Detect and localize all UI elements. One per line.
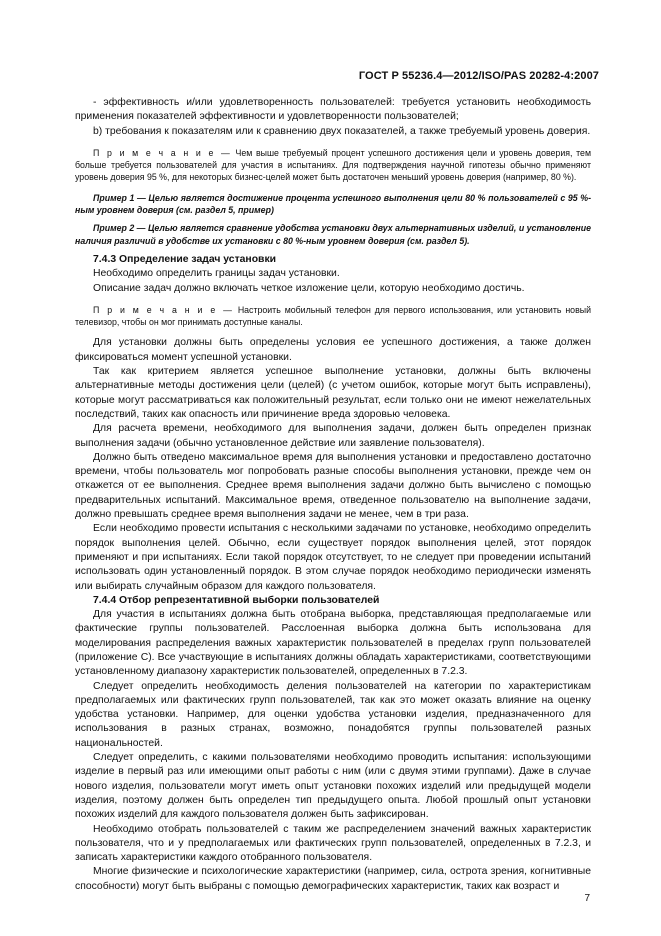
paragraph: Описание задач должно включать четкое изложение цели, которую необходимо достичь. (93, 282, 525, 294)
page-number: 7 (584, 893, 590, 904)
example-1: Пример 1 — Целью является достижение процента успешного выполнения цели 80 % пользователей с 95 %-ным уровнем доверия (см. раздел 5, пример) (75, 192, 591, 216)
paragraph: Для участия в испытаниях должна быть отобрана выборка, представляющая предполагаемые или фактические группы пользователей. Расслоенная выборка должна быть использована для моделирования распределения важных характеристик пользователей в пределах групп пользователей (приложение С). Все участвующие в испытаниях должны обладать характеристиками, соответствующими установленному диапазону характеристик пользователей, определенных в 7.2.3. (75, 609, 591, 678)
paragraph: Необходимо определить границы задач установки. (93, 268, 340, 280)
example-2: Пример 2 — Целью является сравнение удобства установки двух альтернативных изделий, и установление наличия различий в удобстве их установки с 80 %-ным уровнем доверия (см. раздел 5). (75, 223, 591, 246)
paragraph: Если необходимо провести испытания с несколькими задачами по установке, необходимо определить порядок выполнения целей. Обычно, если существует порядок выполнения целей, этот порядок применяют и при испытаниях. Если такой порядок отсутствует, то не следует при проведении испытаний использовать один установленный порядок. В этом случае порядок необходимо периодически изменять или выбирать случайным образом для каждого пользователя. (75, 523, 591, 592)
document-body (75, 96, 591, 894)
paragraph: Так как критерием является успешное выполнение установки, должны быть включены альтернативные методы достижения цели (целей) (с учетом ошибок, которые могут быть исправлены), которые могут рассматриваться как положительный результат, если только они не имеют нежелательных последствий, таких как опасность или причинение вреда здоровью человека. (75, 366, 591, 420)
paragraph: Должно быть отведено максимальное время для выполнения установки и предоставлено достаточно времени, чтобы пользователь мог попробовать разные способы выполнения установки, прежде чем он откажется от ее выполнения. Среднее время выполнения задачи должно быть вычислено с помощью предварительных испытаний. Максимальное время, отведенное пользователю на выполнение задачи, должно превышать среднее время выполнения задачи не менее, чем в три раза. (75, 451, 591, 521)
note-text: Настроить мобильный телефон для первого использования, или установить новый телевизор, чтобы он мог принимать доступные каналы. (75, 304, 591, 328)
paragraph: Для расчета времени, необходимого для выполнения задачи, должен быть определен признак выполнения задачи (обычно установленное действие или заявление пользователя). (75, 423, 591, 449)
note-label: П р и м е ч а н и е — (93, 304, 234, 315)
note-1 (75, 147, 591, 184)
paragraph: Многие физические и психологические характеристики (например, сила, острота зрения, когнитивные способности) могут быть выбраны с помощью демографических характеристик, таких как возраст и (75, 866, 591, 892)
note-2 (75, 304, 591, 329)
paragraph: Следует определить необходимость деления пользователей на категории по характеристикам предполагаемых или фактических групп пользователей, так как это может оказать влияние на оценку удобства установки. Например, для оценки удобства установки изделия, предназначенного для использования в разных странах, возможно, понадобятся группы пользователей разных национальностей. (75, 680, 591, 749)
document-header: ГОСТ Р 55236.4—2012/ISO/PAS 20282-4:2007 (358, 70, 599, 82)
paragraph: Следует определить, с какими пользователями необходимо проводить испытания: использующими изделие в первый раз или имеющими опыт работы с ним (или с двумя этими группами). Даже в случае нового изделия, пользователи могут иметь опыт установки похожих изделий или предыдущей модели изделия, поэтому должен быть определен тип предыдущего опыта. Любой прошлый опыт установки похожих изделий для каждого пользователя должен быть зафиксирован. (75, 752, 591, 821)
section-heading-7-4-3: 7.4.3 Определение задач установки (93, 253, 277, 265)
paragraph-requirements: b) требования к показателям или к сравнению двух показателей, а также требуемый уровень доверия. (93, 125, 591, 137)
note-label: П р и м е ч а н и е — (93, 147, 232, 158)
note-text: Чем выше требуемый процент успешного достижения цели и уровень доверия, тем больше требуется пользователей для участия в испытаниях. Для подтверждения научной гипотезы обычно применяют уровень доверия 95 %, для некоторых бизнес-целей может быть достаточен меньший уровень доверия (например, 80 %). (75, 147, 591, 183)
paragraph: Необходимо отобрать пользователей с таким же распределением значений важных характеристик пользователя, что и у предполагаемых или фактических групп пользователей, определенных в 7.2.3, и записать характеристики каждого отобранного пользователя. (75, 823, 591, 864)
paragraph-efficiency: - эффективность и/или удовлетворенность пользователей: требуется установить необходимость применения показателей эффективности и удовлетворенности пользователей; (75, 97, 591, 123)
paragraph: Для установки должны быть определены условия ее успешного достижения, а также должен фиксироваться момент успешной установки. (75, 337, 591, 363)
section-heading-7-4-4: 7.4.4 Отбор репрезентативной выборки пользователей (93, 594, 380, 606)
